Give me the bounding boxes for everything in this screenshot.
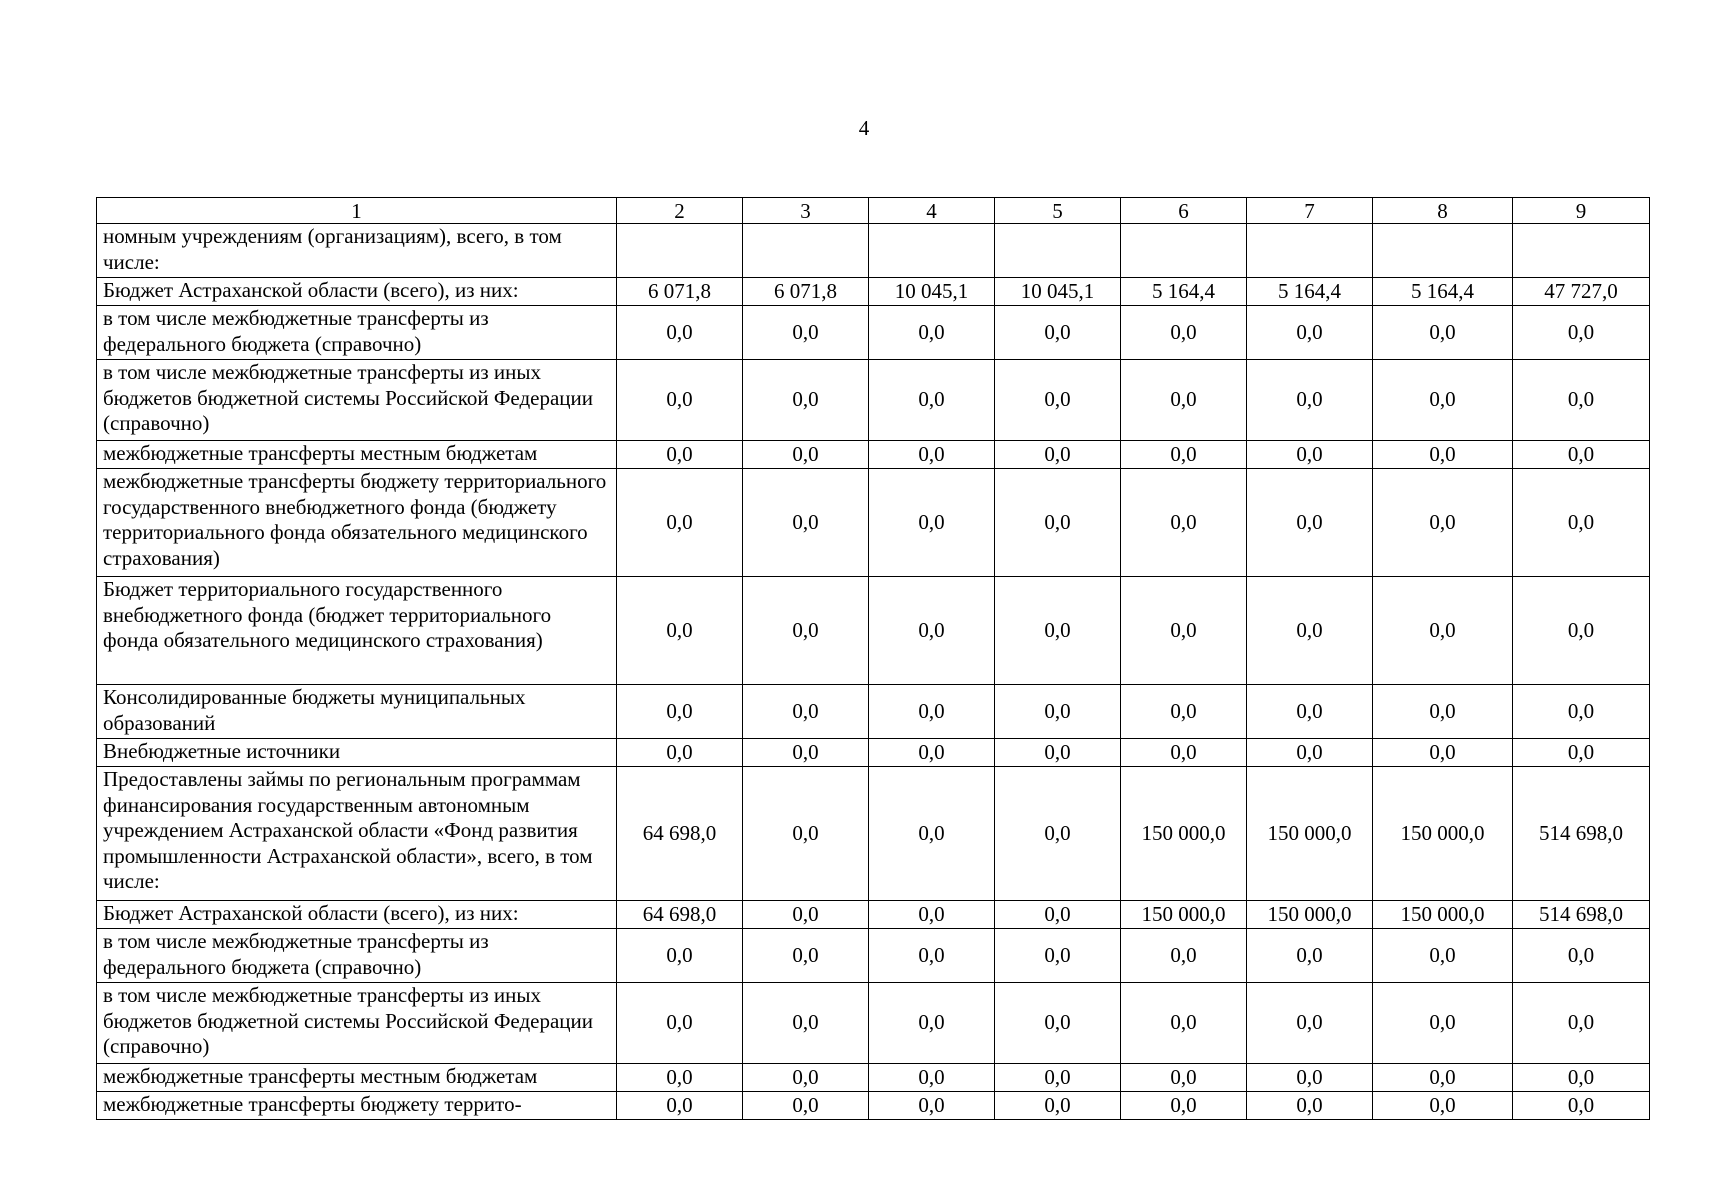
cell-value: 150 000,0: [1373, 767, 1513, 901]
cell-value: 0,0: [995, 360, 1121, 441]
table-row: [97, 739, 1650, 767]
table-row: [97, 767, 1650, 901]
cell-value: 0,0: [617, 983, 743, 1064]
table-row: [97, 306, 1650, 360]
row-label: Консолидированные бюджеты муниципальных образований: [97, 685, 617, 739]
cell-value: 0,0: [743, 469, 869, 577]
cell-value: 0,0: [1121, 469, 1247, 577]
row-label: номным учреждениям (организациям), всего, в том числе:: [97, 224, 617, 278]
cell-value: 150 000,0: [1373, 901, 1513, 929]
cell-value: 0,0: [995, 929, 1121, 983]
cell-value: 0,0: [1513, 469, 1650, 577]
cell-value: 0,0: [1121, 306, 1247, 360]
cell-value: 0,0: [869, 983, 995, 1064]
col-header-8: 8: [1373, 198, 1513, 224]
table-row: [97, 1092, 1650, 1120]
cell-value: 0,0: [1121, 929, 1247, 983]
cell-value: 64 698,0: [617, 901, 743, 929]
cell-value: 0,0: [1373, 360, 1513, 441]
cell-value: [1513, 224, 1650, 278]
cell-value: [1121, 224, 1247, 278]
col-header-7: 7: [1247, 198, 1373, 224]
cell-value: 0,0: [869, 901, 995, 929]
cell-value: 0,0: [617, 685, 743, 739]
cell-value: [1247, 224, 1373, 278]
cell-value: 0,0: [1373, 739, 1513, 767]
cell-value: 0,0: [1373, 983, 1513, 1064]
cell-value: 0,0: [617, 469, 743, 577]
cell-value: 150 000,0: [1121, 767, 1247, 901]
cell-value: 0,0: [995, 1064, 1121, 1092]
cell-value: 6 071,8: [743, 278, 869, 306]
cell-value: 0,0: [1121, 1064, 1247, 1092]
cell-value: 514 698,0: [1513, 767, 1650, 901]
cell-value: 0,0: [1247, 1064, 1373, 1092]
cell-value: 0,0: [1373, 1064, 1513, 1092]
cell-value: 5 164,4: [1373, 278, 1513, 306]
cell-value: 0,0: [1121, 360, 1247, 441]
cell-value: 0,0: [869, 469, 995, 577]
cell-value: 0,0: [1373, 306, 1513, 360]
col-header-3: 3: [743, 198, 869, 224]
cell-value: 0,0: [743, 983, 869, 1064]
cell-value: 0,0: [617, 360, 743, 441]
cell-value: 0,0: [743, 1092, 869, 1120]
cell-value: 0,0: [1247, 983, 1373, 1064]
cell-value: 0,0: [1513, 306, 1650, 360]
table-row: [97, 929, 1650, 983]
cell-value: 0,0: [995, 577, 1121, 685]
cell-value: 0,0: [995, 901, 1121, 929]
cell-value: 0,0: [1513, 1064, 1650, 1092]
cell-value: 150 000,0: [1121, 901, 1247, 929]
budget-table: [96, 197, 1650, 1120]
cell-value: 0,0: [995, 983, 1121, 1064]
cell-value: 0,0: [1121, 441, 1247, 469]
cell-value: 0,0: [869, 1064, 995, 1092]
row-label: межбюджетные трансферты местным бюджетам: [97, 441, 617, 469]
cell-value: 0,0: [1373, 1092, 1513, 1120]
cell-value: 0,0: [1247, 1092, 1373, 1120]
cell-value: 0,0: [1247, 360, 1373, 441]
col-header-2: 2: [617, 198, 743, 224]
table-row: [97, 441, 1650, 469]
cell-value: 0,0: [1247, 929, 1373, 983]
cell-value: 0,0: [743, 685, 869, 739]
cell-value: 10 045,1: [869, 278, 995, 306]
cell-value: 0,0: [617, 739, 743, 767]
cell-value: 0,0: [1373, 577, 1513, 685]
cell-value: 514 698,0: [1513, 901, 1650, 929]
row-label: в том числе межбюджетные трансферты из федерального бюджета (справочно): [97, 929, 617, 983]
cell-value: 0,0: [1121, 577, 1247, 685]
cell-value: 0,0: [1513, 1092, 1650, 1120]
row-label: Бюджет Астраханской области (всего), из них:: [97, 278, 617, 306]
table-row: [97, 469, 1650, 577]
cell-value: 0,0: [869, 441, 995, 469]
cell-value: [743, 224, 869, 278]
cell-value: 0,0: [1247, 306, 1373, 360]
cell-value: 0,0: [869, 685, 995, 739]
cell-value: 0,0: [1513, 360, 1650, 441]
col-header-1: 1: [97, 198, 617, 224]
row-label: Бюджет территориального государственного внебюджетного фонда (бюджет территориального фонда обязательного медицинского страхования): [97, 577, 617, 685]
cell-value: 64 698,0: [617, 767, 743, 901]
cell-value: 0,0: [1373, 441, 1513, 469]
col-header-4: 4: [869, 198, 995, 224]
cell-value: 0,0: [995, 767, 1121, 901]
row-label: в том числе межбюджетные трансферты из иных бюджетов бюджетной системы Российской Федерации (справочно): [97, 360, 617, 441]
cell-value: 0,0: [743, 360, 869, 441]
cell-value: 0,0: [1373, 929, 1513, 983]
col-header-6: 6: [1121, 198, 1247, 224]
cell-value: 0,0: [743, 1064, 869, 1092]
cell-value: 0,0: [1121, 983, 1247, 1064]
cell-value: 5 164,4: [1121, 278, 1247, 306]
cell-value: 0,0: [995, 685, 1121, 739]
cell-value: 0,0: [743, 901, 869, 929]
cell-value: 0,0: [1513, 739, 1650, 767]
cell-value: [995, 224, 1121, 278]
cell-value: 0,0: [1513, 441, 1650, 469]
cell-value: 0,0: [743, 929, 869, 983]
cell-value: 0,0: [1373, 469, 1513, 577]
cell-value: 0,0: [617, 577, 743, 685]
cell-value: 0,0: [1121, 685, 1247, 739]
table-row: [97, 901, 1650, 929]
table-row: [97, 983, 1650, 1064]
row-label: в том числе межбюджетные трансферты из иных бюджетов бюджетной системы Российской Федерации (справочно): [97, 983, 617, 1064]
cell-value: 0,0: [617, 1064, 743, 1092]
cell-value: 0,0: [1121, 739, 1247, 767]
cell-value: 0,0: [617, 1092, 743, 1120]
cell-value: 0,0: [1247, 739, 1373, 767]
cell-value: 0,0: [743, 577, 869, 685]
table-row: [97, 1064, 1650, 1092]
cell-value: 0,0: [995, 441, 1121, 469]
cell-value: [1373, 224, 1513, 278]
cell-value: 47 727,0: [1513, 278, 1650, 306]
cell-value: 6 071,8: [617, 278, 743, 306]
row-label: Предоставлены займы по региональным программам финансирования государственным автономным учреждением Астраханской области «Фонд развития промышленности Астраханской области», всего, в том числе:: [97, 767, 617, 901]
cell-value: 0,0: [1513, 929, 1650, 983]
cell-value: 0,0: [869, 767, 995, 901]
cell-value: 0,0: [1373, 685, 1513, 739]
cell-value: 0,0: [1121, 1092, 1247, 1120]
table-row: [97, 360, 1650, 441]
cell-value: 0,0: [1247, 577, 1373, 685]
cell-value: 0,0: [995, 306, 1121, 360]
cell-value: 0,0: [869, 306, 995, 360]
cell-value: 0,0: [995, 739, 1121, 767]
cell-value: 0,0: [743, 306, 869, 360]
cell-value: 150 000,0: [1247, 767, 1373, 901]
cell-value: 0,0: [869, 1092, 995, 1120]
page-number: 4: [858, 116, 870, 140]
cell-value: 0,0: [617, 306, 743, 360]
cell-value: 0,0: [995, 1092, 1121, 1120]
cell-value: 0,0: [869, 929, 995, 983]
cell-value: [617, 224, 743, 278]
col-header-9: 9: [1513, 198, 1650, 224]
cell-value: 0,0: [743, 739, 869, 767]
cell-value: 0,0: [869, 577, 995, 685]
table-row: [97, 224, 1650, 278]
cell-value: [869, 224, 995, 278]
table-row: [97, 685, 1650, 739]
cell-value: 0,0: [1513, 983, 1650, 1064]
cell-value: 0,0: [1247, 469, 1373, 577]
row-label: межбюджетные трансферты бюджету террито-: [97, 1092, 617, 1120]
cell-value: 0,0: [995, 469, 1121, 577]
table-row: [97, 577, 1650, 685]
row-label: Бюджет Астраханской области (всего), из них:: [97, 901, 617, 929]
cell-value: 0,0: [617, 441, 743, 469]
cell-value: 0,0: [869, 360, 995, 441]
cell-value: 150 000,0: [1247, 901, 1373, 929]
cell-value: 0,0: [1247, 685, 1373, 739]
row-label: в том числе межбюджетные трансферты из федерального бюджета (справочно): [97, 306, 617, 360]
cell-value: 0,0: [617, 929, 743, 983]
cell-value: 0,0: [743, 441, 869, 469]
row-label: межбюджетные трансферты местным бюджетам: [97, 1064, 617, 1092]
cell-value: 0,0: [869, 739, 995, 767]
row-label: межбюджетные трансферты бюджету территориального государственного внебюджетного фонда (бюджету территориального фонда обязательного медицинского страхования): [97, 469, 617, 577]
cell-value: 0,0: [1513, 685, 1650, 739]
cell-value: 0,0: [743, 767, 869, 901]
cell-value: 0,0: [1513, 577, 1650, 685]
header-row: [97, 198, 1650, 224]
cell-value: 10 045,1: [995, 278, 1121, 306]
col-header-5: 5: [995, 198, 1121, 224]
table-row: [97, 278, 1650, 306]
cell-value: 5 164,4: [1247, 278, 1373, 306]
row-label: Внебюджетные источники: [97, 739, 617, 767]
cell-value: 0,0: [1247, 441, 1373, 469]
